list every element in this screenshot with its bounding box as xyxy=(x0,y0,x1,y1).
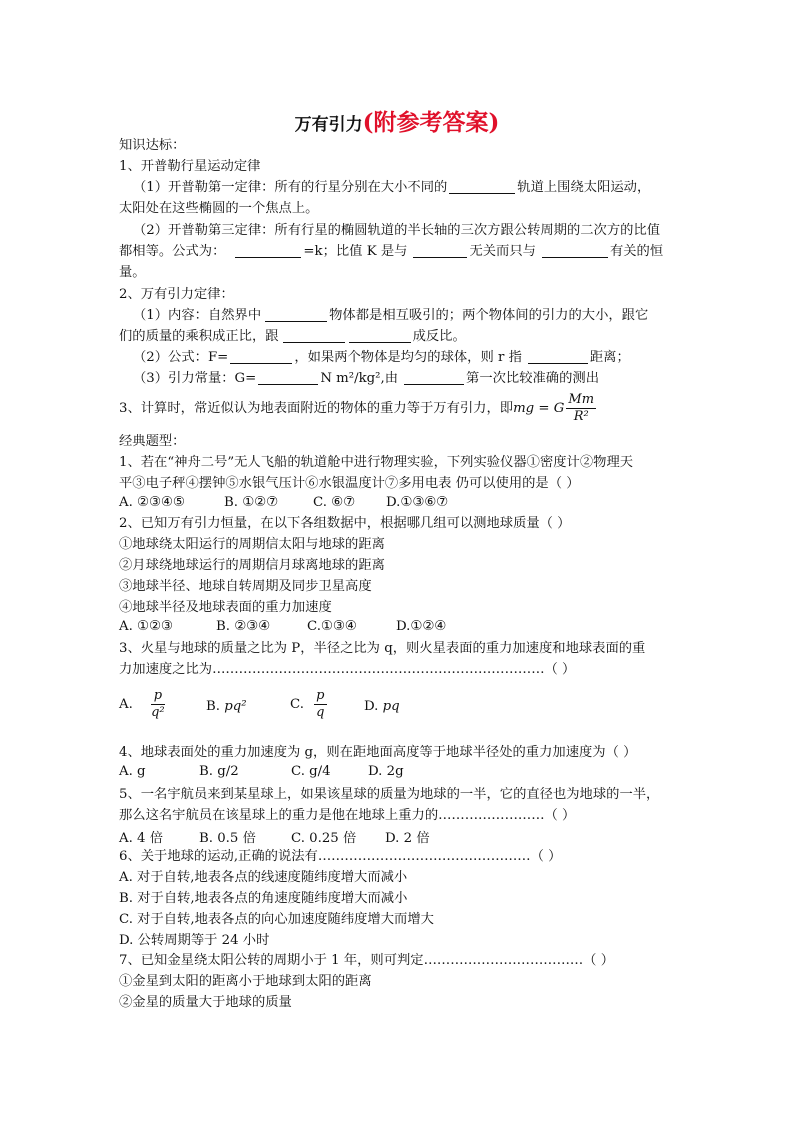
text-run: 无关而只与 xyxy=(469,244,536,259)
q5-option-c[interactable]: C. 0.25 倍 xyxy=(291,831,357,846)
fill-blank xyxy=(235,243,301,258)
text-run: （1）内容：自然界中 xyxy=(133,308,262,323)
option-fraction xyxy=(314,688,326,721)
q1-option-b[interactable]: B. ①②⑦ xyxy=(224,495,278,510)
formula-left: mg = G xyxy=(513,401,565,416)
fill-blank xyxy=(542,243,608,258)
title-sub: (附参考答案) xyxy=(362,109,500,136)
q3-option-b[interactable] xyxy=(206,699,247,714)
text-run: 成反比。 xyxy=(412,329,466,344)
kepler-third-law-formula xyxy=(119,242,663,262)
gravitation-formula xyxy=(133,348,630,368)
option-label: B. xyxy=(206,699,220,714)
text-run: 距离； xyxy=(589,350,630,365)
text-run: 都相等。公式为： xyxy=(119,244,226,259)
fill-blank xyxy=(258,370,318,385)
calc-approximation xyxy=(119,392,598,426)
q4-option-c[interactable]: C. g/4 xyxy=(291,764,331,779)
fraction-denominator: q xyxy=(316,705,325,720)
q6-option-a[interactable]: A. 对于自转,地表各点的线速度随纬度增大而减小 xyxy=(119,870,408,885)
fill-blank xyxy=(449,179,515,194)
text-run: （3）引力常量：G= xyxy=(133,371,257,386)
gravitation-constant xyxy=(133,369,599,389)
gravitation-title: 2、万有引力定律： xyxy=(119,287,234,302)
question-1: 1、若在“神舟二号”无人飞船的轨道舱中进行物理实验，下列实验仪器①密度计②物理天 xyxy=(119,455,634,470)
fill-blank xyxy=(528,349,588,364)
option-label: C. xyxy=(290,697,304,712)
q6-option-c[interactable]: C. 对于自转,地表各点的向心加速度随纬度增大而增大 xyxy=(119,912,434,927)
q5-option-b[interactable]: B. 0.5 倍 xyxy=(199,831,256,846)
text-run: 3、计算时，常近似认为地表面附近的物体的重力等于万有引力，即 xyxy=(119,401,514,416)
fill-blank xyxy=(349,328,411,343)
title-main: 万有引力 xyxy=(294,115,363,135)
question-5: 5、一名宇航员来到某星球上，如果该星球的质量为地球的一半，它的直径也为地球的一半， xyxy=(119,787,660,802)
text-run: ，如果两个物体是均匀的球体，则 r 指 xyxy=(294,350,522,365)
section-header-classic: 经典题型： xyxy=(119,434,186,449)
text-run: 们的质量的乘积成正比，跟 xyxy=(119,329,279,344)
q5-option-d[interactable]: D. 2 倍 xyxy=(385,831,430,846)
fraction-numerator: p xyxy=(316,688,325,703)
q3-option-d[interactable] xyxy=(364,699,400,714)
text-run: 轨道上围绕太阳运动， xyxy=(517,180,651,195)
fraction-numerator: p xyxy=(151,688,165,705)
fill-blank xyxy=(404,370,464,385)
q2-option-b[interactable]: B. ②③④ xyxy=(216,619,270,634)
option-fraction xyxy=(151,688,165,721)
text-run: N m²/kg²,由 xyxy=(320,371,399,386)
text-run: （1）开普勒第一定律：所有的行星分别在大小不同的 xyxy=(133,180,448,195)
option-value: pq² xyxy=(224,699,247,714)
question-3-cont: 力加速度之比为…………………………………………………………………（ ） xyxy=(119,662,576,677)
fill-blank xyxy=(283,328,345,343)
q2-item-1: ①地球绕太阳运行的周期信太阳与地球的距离 xyxy=(119,537,385,552)
text-run: （2）公式：F= xyxy=(133,350,229,365)
q3-option-a[interactable] xyxy=(119,688,167,721)
q3-option-c[interactable] xyxy=(290,688,329,721)
page-title xyxy=(0,104,794,137)
text-run: =k；比值 K 是与 xyxy=(303,244,408,259)
q2-item-4: ④地球半径及地球表面的重力加速度 xyxy=(119,600,332,615)
fraction-numerator: Mm xyxy=(568,392,595,407)
gravitation-content xyxy=(133,306,648,326)
q2-option-c[interactable]: C.①③④ xyxy=(307,619,357,634)
q2-item-3: ③地球半径、地球自转周期及同步卫星高度 xyxy=(119,579,372,594)
q4-option-d[interactable]: D. 2g xyxy=(368,764,404,779)
option-label: D. xyxy=(364,699,379,714)
q2-item-2: ②月球绕地球运行的周期信月球离地球的距离 xyxy=(119,558,385,573)
question-4: 4、地球表面处的重力加速度为 g，则在距地面高度等于地球半径处的重力加速度为（ ） xyxy=(119,745,637,760)
text-run: 第一次比较准确的测出 xyxy=(466,371,599,386)
option-label: A. xyxy=(119,697,133,712)
question-3: 3、火星与地球的质量之比为 P，半径之比为 q，则火星表面的重力加速度和地球表面的重 xyxy=(119,641,646,656)
q6-option-d[interactable]: D. 公转周期等于 24 小时 xyxy=(119,933,270,948)
fill-blank xyxy=(230,349,292,364)
question-7: 7、已知金星绕太阳公转的周期小于 1 年，则可判定………………………………（ ） xyxy=(119,953,614,968)
q7-item-2: ②金星的质量大于地球的质量 xyxy=(119,995,292,1010)
question-6: 6、关于地球的运动,正确的说法有…………………………………………（ ） xyxy=(119,849,562,864)
q4-option-b[interactable]: B. g/2 xyxy=(199,764,239,779)
kepler-first-law-cont: 太阳处在这些椭圆的一个焦点上。 xyxy=(119,201,319,216)
q7-item-1: ①金星到太阳的距离小于地球到太阳的距离 xyxy=(119,974,372,989)
fill-blank xyxy=(413,243,467,258)
kepler-first-law xyxy=(133,178,650,198)
kepler-third-law: （2）开普勒第三定律：所有行星的椭圆轨道的半长轴的三次方跟公转周期的二次方的比值 xyxy=(133,223,661,238)
kepler-third-law-cont: 量。 xyxy=(119,265,146,280)
q1-option-c[interactable]: C. ⑥⑦ xyxy=(313,495,355,510)
q5-option-a[interactable]: A. 4 倍 xyxy=(119,831,164,846)
q1-option-d[interactable]: D.①③⑥⑦ xyxy=(386,495,449,510)
fill-blank xyxy=(265,307,327,322)
kepler-title: 1、开普勒行星运动定律 xyxy=(119,159,261,174)
question-5-cont: 那么这名宇航员在该星球上的重力是他在地球上重力的……………………（ ） xyxy=(119,808,576,823)
gravitation-content-cont xyxy=(119,327,466,347)
question-2: 2、已知万有引力恒量，在以下各组数据中，根据哪几组可以测地球质量（ ） xyxy=(119,516,571,531)
option-value: pq xyxy=(382,699,400,714)
section-header-knowledge: 知识达标： xyxy=(119,138,186,153)
text-run: 有关的恒 xyxy=(609,244,664,259)
fraction-denominator: q² xyxy=(151,705,165,720)
formula-fraction xyxy=(566,392,596,425)
q2-option-d[interactable]: D.①②④ xyxy=(396,619,447,634)
q4-option-a[interactable]: A. g xyxy=(119,764,146,779)
q1-option-a[interactable]: A. ②③④⑤ xyxy=(119,495,185,510)
text-run: 物体都是相互吸引的；两个物体间的引力的大小，跟它 xyxy=(329,308,649,323)
question-1-cont: 平③电子秤④摆钟⑤水银气压计⑥水银温度计⑦多用电表 仍可以使用的是（ ） xyxy=(119,476,580,491)
q2-option-a[interactable]: A. ①②③ xyxy=(119,619,173,634)
q6-option-b[interactable]: B. 对于自转,地表各点的角速度随纬度增大而减小 xyxy=(119,891,408,906)
fraction-denominator: R² xyxy=(573,409,589,424)
